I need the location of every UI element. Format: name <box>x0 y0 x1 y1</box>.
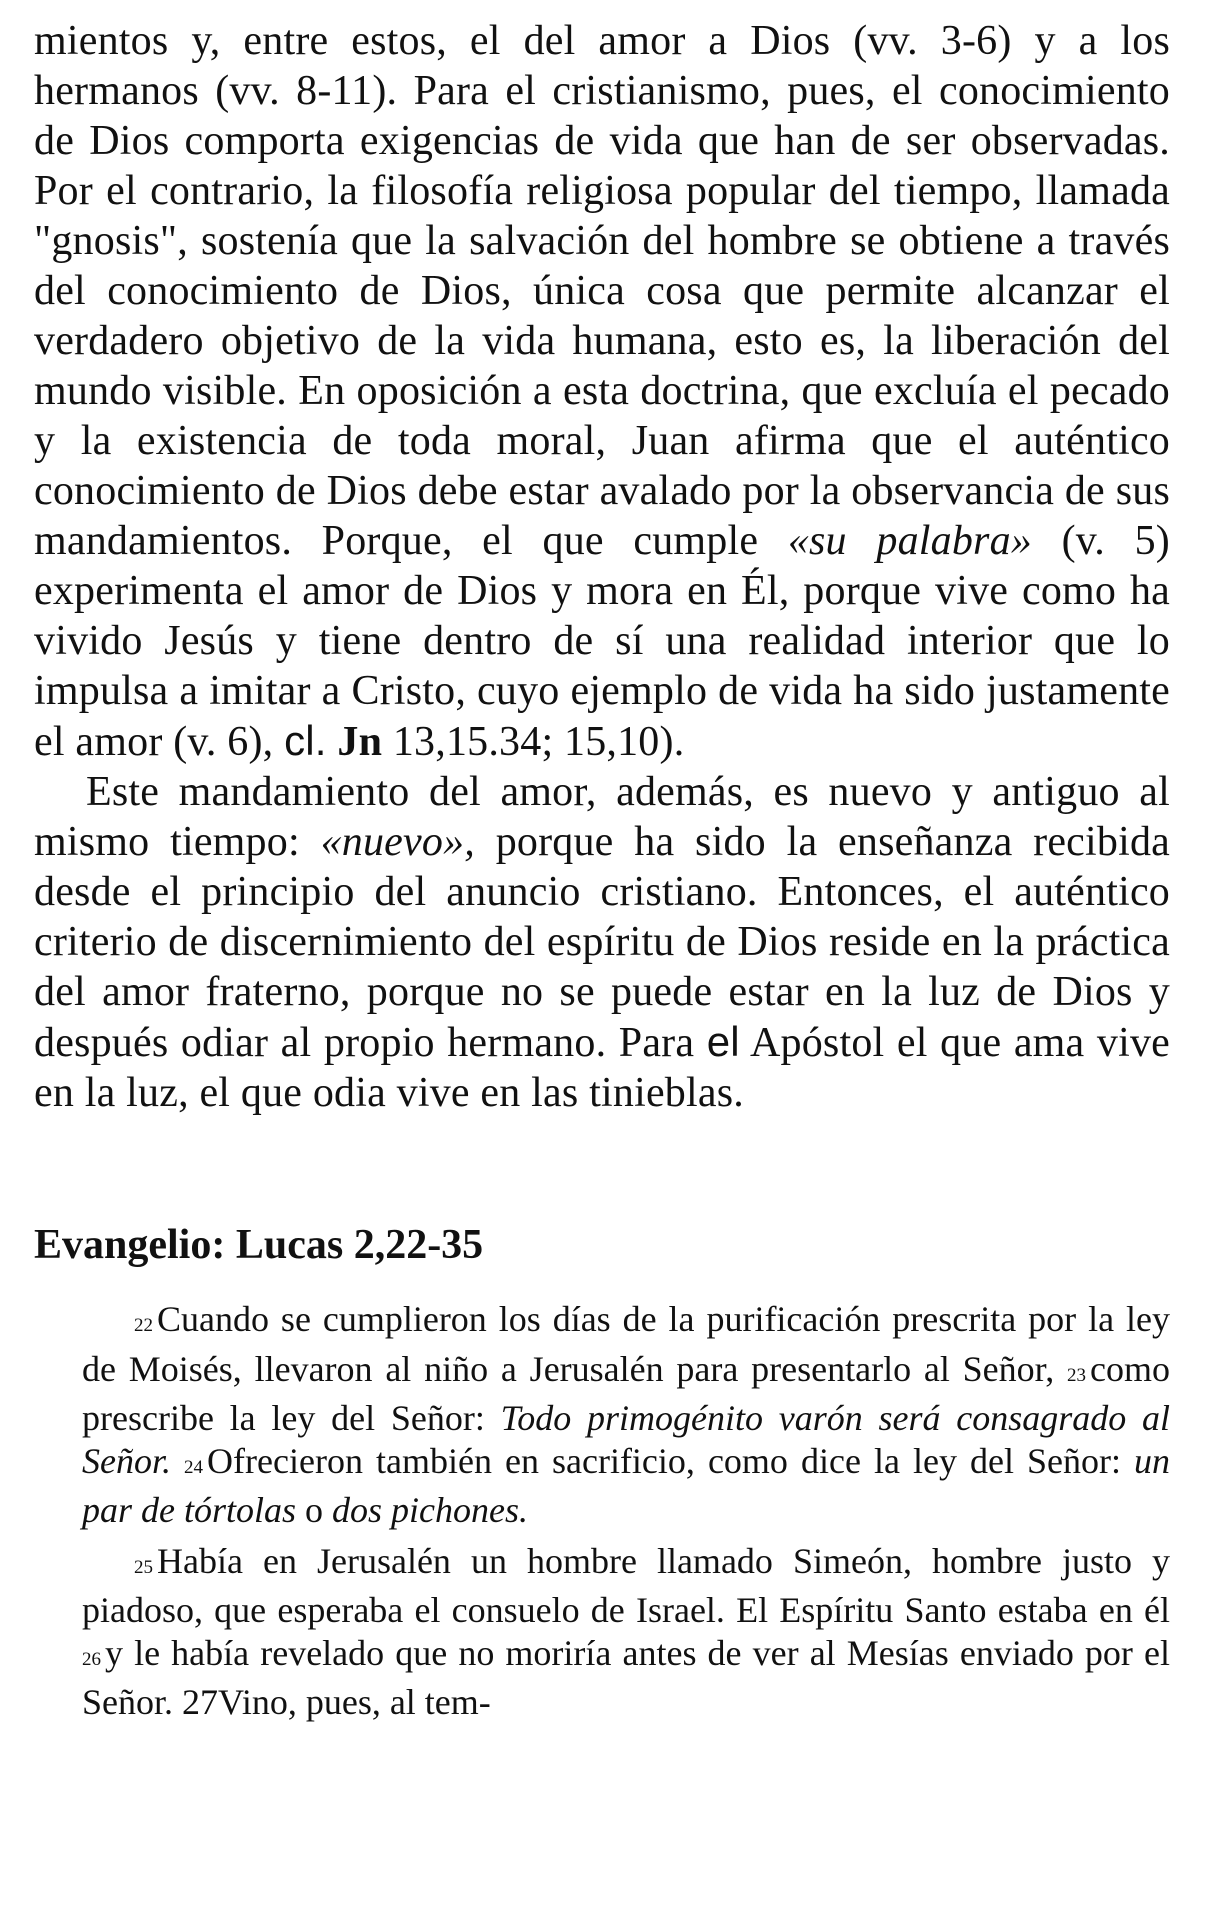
scripture-quote: un par de tórtolas <box>82 1440 1171 1530</box>
gospel-text <box>82 1298 1170 1724</box>
quote-nuevo: «nuevo», <box>320 819 475 865</box>
verse-number: 22 <box>134 1315 153 1336</box>
quote-su-palabra: «su palabra» <box>787 518 1032 564</box>
verse-number: 23 <box>1067 1364 1087 1386</box>
document-page <box>34 16 1170 1724</box>
scripture-quote: dos pichones. <box>332 1490 528 1530</box>
article-el: el <box>706 1018 740 1065</box>
gospel-paragraph-1: 22 Cuando se cumplieron los días de la purificación prescrita por la ley de Moisés, llevaron al niño a Jerusalén para presentarlo al Señor, 23 como prescribe la ley del Señor: Todo primogénito varón será consagrado al Señor. 24 Ofrecieron también en sacrificio, como dice la ley del Señor: un par de tórtolas o dos pichones. <box>82 1299 1171 1530</box>
book-reference-jn: Jn <box>337 719 383 765</box>
verse-number: 24 <box>184 1456 204 1478</box>
verse-number: 25 <box>134 1556 153 1578</box>
scripture-quote: Todo primogénito varón será consagrado al Señor. <box>82 1398 1170 1481</box>
gospel-heading: Evangelio: Lucas 2,22-35 <box>34 1222 484 1268</box>
cf-abbreviation: cl. <box>284 717 327 764</box>
commentary-paragraph-1: mientos y, entre estos, el del amor a Dios (vv. 3-6) y a los hermanos (vv. 8-11). Para el cristianismo, pues, el conocimiento de Dios comporta exigencias de vida que han de ser observadas. Por el contrario, la filosofía religiosa popular del tiempo, llamada "gnosis", sostenía que la salvación del hombre se obtiene a través del conocimiento de Dios, única cosa que permite alcanzar el verdadero objetivo de la vida humana, esto es, la liberación del mundo visible. En oposición a esta doctrina, que excluía el pecado y la existencia de toda moral, Juan afirma que el auténtico conocimiento de Dios debe estar avalado por la observancia de sus mandamientos. Porque, el que cumple «su palabra» (v. 5) experimenta el amor de Dios y mora en Él, porque vive como ha vivido Jesús y tiene dentro de sí una realidad interior que lo impulsa a imitar a Cristo, cuyo ejemplo de vida ha sido justamente el amor (v. 6), cl. Jn 13,15.34; 15,10). <box>34 18 1170 765</box>
commentary-section <box>34 16 1170 1118</box>
gospel-paragraph-2: 25 Había en Jerusalén un hombre llamado Simeón, hombre justo y piadoso, que esperaba el consuelo de Israel. El Espíritu Santo estaba en él 26 y le había revelado que no moriría antes de ver al Mesías enviado por el Señor. 27Vino, pues, al tem- <box>82 1540 1170 1722</box>
commentary-paragraph-2: Este mandamiento del amor, además, es nuevo y antiguo al mismo tiempo: «nuevo», porque ha sido la enseñanza recibida desde el principio del anuncio cristiano. Entonces, el auténtico criterio de discernimiento del espíritu de Dios reside en la práctica del amor fraterno, porque no se puede estar en la luz de Dios y después odiar al propio hermano. Para el Apóstol el que ama vive en la luz, el que odia vive en las tinieblas. <box>34 769 1170 1116</box>
verse-number: 26 <box>82 1648 101 1670</box>
